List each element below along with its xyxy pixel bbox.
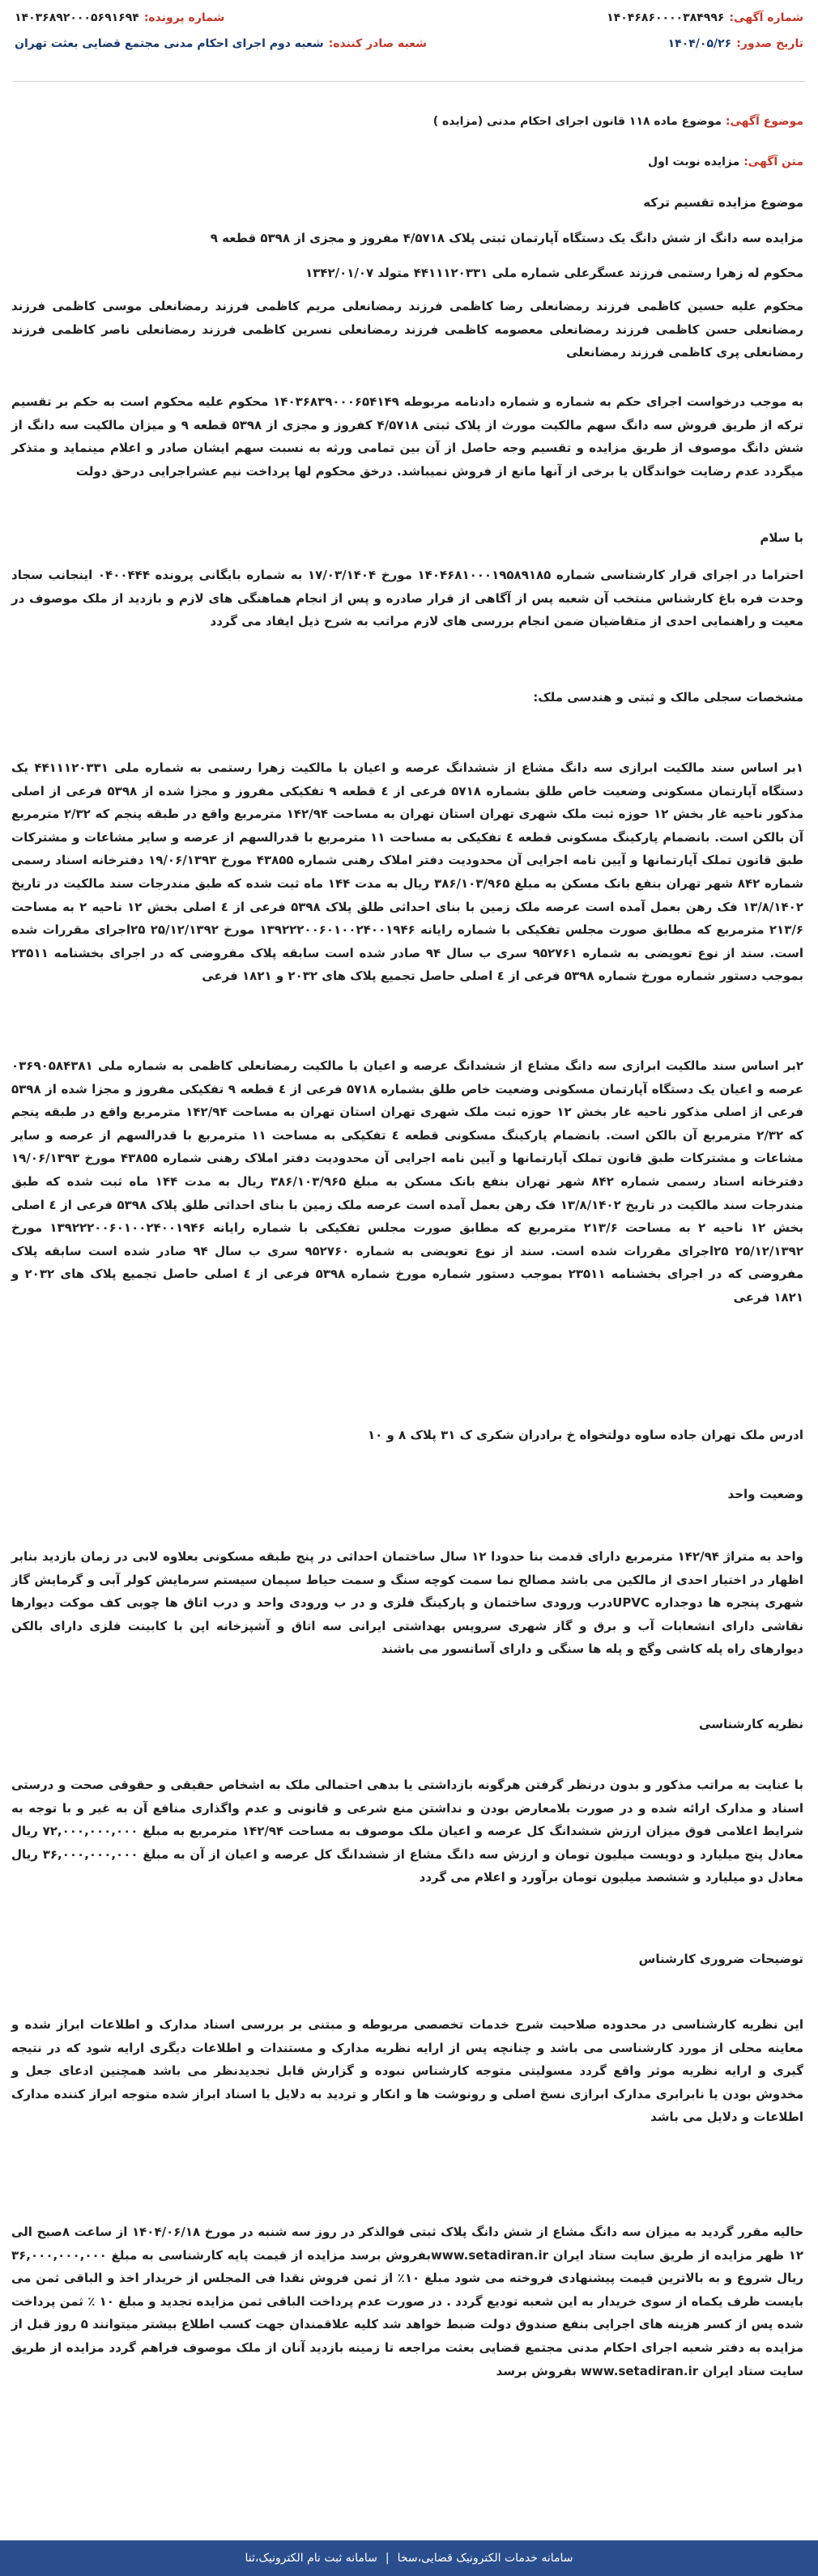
header-row-2 xyxy=(15,37,803,50)
issue-date xyxy=(668,37,803,50)
ad-topic-label: موضوع آگهی: xyxy=(725,115,803,128)
auction-subject: موضوع مزایده تقسیم ترکه xyxy=(643,195,803,210)
issuing-branch-label: شعبه صادر کننده: xyxy=(328,37,427,50)
issue-date-label: تاریخ صدور: xyxy=(736,37,803,50)
judgment-creditor: محکوم له زهرا رستمی فرزند عسگرعلی شماره ملی ۴۴۱۱۱۲۰۳۳۱ متولد ۱۳۴۲/۰۱/۰۷ xyxy=(305,266,803,280)
issuing-branch xyxy=(15,37,427,50)
issuing-branch-value: شعبه دوم اجرای احکام مدنی مجتمع قضایی بعثت تهران xyxy=(15,37,324,50)
ad-topic xyxy=(15,110,803,133)
case-number xyxy=(15,11,224,24)
section-heading-expert-opinion: نظریه کارشناسی xyxy=(699,1717,803,1731)
expert-intro: احتراما در اجرای قرار کارشناسی شماره ۱۴۰۴۶۸۱۰۰۰۱۹۵۸۹۱۸۵ مورخ ۱۷/۰۳/۱۴۰۴ به شماره بایگانی پرونده ۰۴۰۰۴۴۴ اینجانب سجاد وحدت فره باغ کارشناس منتخب آن شعبه پس از آگاهی از قرار صادره و پس از انجام هماهنگی های لازم و بازدید از ملک موصوف در معیت و راهنمایی احدی از متقاضیان ضمن انجام بررسی های لازم مراتب به شرح ذیل ایفاد می گردد xyxy=(11,568,804,629)
ad-number-label: شماره آگهی: xyxy=(729,11,803,24)
header-row-1 xyxy=(15,11,803,24)
section-heading-registry: مشخصات سجلی مالک و ثبتی و هندسی ملک: xyxy=(533,690,803,705)
issue-date-value: ۱۴۰۴/۰۵/۲۶ xyxy=(667,37,732,50)
ad-topic-value: موضوع ماده ۱۱۸ قانون اجرای احکام مدنی (مزایده ) xyxy=(432,115,722,128)
greeting: با سلام xyxy=(760,530,803,545)
auction-description: مزایده سه دانگ از شش دانگ یک دستگاه آپارتمان ثبتی پلاک ۴/۵۷۱۸ مفروز و مجزی از ۵۳۹۸ قطعه ۹ xyxy=(210,231,803,245)
property-address: ادرس ملک تهران جاده ساوه دولتخواه خ برادران شکری ک ۳۱ پلاک ۸ و ۱۰ xyxy=(367,1428,803,1442)
case-number-value: ۱۴۰۳۶۸۹۲۰۰۰۵۶۹۱۶۹۴ xyxy=(15,11,139,24)
ad-text-title xyxy=(15,151,803,173)
auction-terms: حالیه مقرر گردید به میزان سه دانگ مشاع از شش دانگ پلاک ثبتی فوالذکر در روز سه شنبه در مورخ ۱۴۰۴/۰۶/۱۸ از ساعت ۸صبح الی ۱۲ ظهر مزایده از طریق سایت ستاد ایران www.setadiran.irبفروش برسد مزایده از قیمت پایه کارشناسی به مبلغ ۳۶,۰۰۰,۰۰۰,۰۰۰ ریال شروع و به بالاترین قیمت پیشنهادی فروخته می شود مبلغ ۱۰٪ از ثمن فروش نقدا فی المجلس از خریدار اخذ و الباقی ثمن می بایست ظرف یکماه از سوی خریدار به این شعبه تودیع گردد . در صورت عدم پرداخت الباقی ثمن مزایده تجدید و مبلغ ۱۰ ٪ ثمن پرداخت شده پس از کسر هزینه های اجرایی بنفع صندوق دولت ضبط خواهد شد کلیه علاقمندان جهت کسب اطلاع بیشتر میتوانند ۵ روز قبل از مزایده به دفتر شعبه اجرای احکام مدنی مجتمع قضایی بعثت مراجعه تا زمینه بازدید آنان از ملک موصوف فراهم گردد مزایده از طریق سایت ستاد ایران www.setadiran.ir بفروش برسد xyxy=(11,2225,804,2378)
ad-number xyxy=(607,11,803,24)
deed-description-1: ۱بر اساس سند مالکیت ابرازی سه دانگ مشاع از ششدانگ عرصه و اعیان با مالکیت زهرا رستمی به شماره ملی ۴۴۱۱۱۲۰۳۳۱ یک دستگاه آپارتمان مسکونی وضعیت خاص طلق بشماره ۵۷۱۸ فرعی از ٤ قطعه ۹ تفکیکی مفروز و مجزا شده از ۵۳۹۸ فرعی از اصلی مذکور ناحیه غار بخش ۱۲ حوزه ثبت ملک شهری تهران استان تهران به مساحت ۱۴۲/۹۴ مترمربع واقع در طبقه پنجم که ۲/۳۲ مترمربع آن بالکن است. بانضمام پارکینگ مسکونی قطعه ٤ تفکیکی به مساحت ۱۱ مترمربع با قدرالسهم از عرصه و سایر مشاعات و مشترکات طبق قانون تملک آپارتمانها و آیین نامه اجرایی آن محدودیت دفتر املاک رهنی شماره ۴۳۸۵۵ مورخ ۱۹/۰۶/۱۳۹۳ دفترخانه اسناد رسمی شماره ۸۴۲ شهر تهران بنفع بانک مسکن به مبلغ ۳۸۶/۱۰۳/۹۶۵ ریال به مدت ۱۴۴ ماه ثبت شده که طبق مندرجات سند مالکیت در تاریخ ۱۳/۸/۱۴۰۲ فک رهن بعمل آمده است عرصه ملک زمین با بنای احداثی طلق پلاک ۵۳۹۸ فرعی از ٤ اصلی بخش ۱۲ ناحیه ۲ به مساحت ۲۱۳/۶ مترمربع که مطابق صورت مجلس تفکیکی با شماره رایانه ۱۳۹۲۲۲۰۰۶۰۱۰۰۲۴۰۰۱۹۴۶ مورخ ۲۵/۱۲/۱۳۹۲ ۲۵اجرای مقررات شده است. سند از نوع تعویضی به شماره ۹۵۲۷۶۱ سری ب سال ۹۴ صادر شده است سابقه پلاک مفروضی که در اجرای بخشنامه ۲۳۵۱۱ بموجب دستور شماره مورخ شماره ۵۳۹۸ فرعی از ٤ اصلی حاصل تجمیع پلاک های ۲۰۳۲ و ۱۸۲۱ فرعی xyxy=(11,760,804,984)
section-heading-expert-notes: توضیحات ضروری کارشناس xyxy=(638,1952,803,1966)
judgment-debtors: محکوم علیه حسین کاظمی فرزند رمضانعلی رضا کاظمی فرزند رمضانعلی مریم کاظمی فرزند رمضانعلی موسی کاظمی فرزند رمضانعلی حسن کاظمی فرزند رمضانعلی معصومه کاظمی فرزند رمضانعلی نسرین کاظمی فرزند رمضانعلی ناصر کاظمی فرزند رمضانعلی پری کاظمی فرزند رمضانعلی xyxy=(11,299,803,360)
ad-number-value: ۱۴۰۴۶۸۶۰۰۰۰۳۸۴۹۹۶ xyxy=(607,11,725,24)
footer-link-sana[interactable]: سامانه ثبت نام الکترونیک،ثنا xyxy=(245,2552,377,2565)
ad-text-value: مزایده نوبت اول xyxy=(648,155,740,168)
header-divider xyxy=(13,81,805,82)
deed-description-2: ۲بر اساس سند مالکیت ابرازی سه دانگ مشاع از ششدانگ عرصه و اعیان با مالکیت رمضانعلی کاظمی به شماره ملی ۰۳۶۹۰۵۸۴۳۸۱ عرصه و اعیان یک دستگاه آپارتمان مسکونی وضعیت خاص طلق بشماره ۵۷۱۸ فرعی از ٤ قطعه ۹ تفکیکی مفروز و مجزا شده از ۵۳۹۸ فرعی از اصلی مذکور ناحیه غار بخش ۱۲ حوزه ثبت ملک شهری تهران استان تهران به مساحت ۱۴۲/۹۴ مترمربع واقع در طبقه پنجم که ۲/۳۲ مترمربع آن بالکن است. بانضمام پارکینگ مسکونی قطعه ٤ تفکیکی به مساحت ۱۱ مترمربع با قدرالسهم از عرصه و سایر مشاعات و مشترکات طبق قانون تملک آپارتمانها و آیین نامه اجرایی آن محدودیت دفتر املاک رهنی شماره ۴۳۸۵۵ مورخ ۱۹/۰۶/۱۳۹۳ دفترخانه اسناد رسمی شماره ۸۴۲ شهر تهران بنفع بانک مسکن به مبلغ ۳۸۶/۱۰۳/۹۶۵ ریال به مدت ۱۴۴ ماه ثبت شده که طبق مندرجات سند مالکیت در تاریخ ۱۳/۸/۱۴۰۲ فک رهن بعمل آمده است عرصه ملک زمین با بنای احداثی طلق پلاک ۵۳۹۸ فرعی از ٤ اصلی بخش ۱۲ ناحیه ۲ به مساحت ۲۱۳/۶ مترمربع که مطابق صورت مجلس تفکیکی با شماره رایانه ۱۳۹۲۲۲۰۰۶۰۱۰۰۲۴۰۰۱۹۴۶ مورخ ۲۵/۱۲/۱۳۹۲ ۲۵اجرای مقررات شده است. سند از نوع تعویضی به شماره ۹۵۲۷۶۰ سری ب سال ۹۴ صادر شده است سابقه پلاک مفروضی که در اجرای بخشنامه ۲۳۵۱۱ بموجب دستور شماره مورخ شماره ۵۳۹۸ فرعی از ٤ اصلی حاصل تجمیع پلاک های ۲۰۳۲ و ۱۸۲۱ فرعی xyxy=(11,1058,804,1305)
execution-request: به موجب درخواست اجرای حکم به شماره و شماره دادنامه مربوطه ۱۴۰۳۶۸۳۹۰۰۰۶۵۴۱۴۹ محکوم علیه محکوم است به حکم بر تقسیم ترکه از طریق فروش سه دانگ سهم مالکیت مورث از پلاک ثبتی ۴/۵۷۱۸ کفروز و مجزی از ۵۳۹۸ قطعه ۹ و میزان مالکیت سه دانگ از شش دانگ موصوف از طریق مزایده و تقسیم وجه حاصل از آن بین تمامی ورثه به نسبت سهم ایشان صادر و اعلام مینماید و متذکر میگردد عدم رضایت خواندگان یا برخی از آنها مانع از فروش نمیباشد. درخق محکوم لها پرداخت نیم عشراجرایی درحق دولت xyxy=(11,394,804,479)
section-heading-unit-status: وضعیت واحد xyxy=(727,1487,803,1501)
ad-text-label: متن آگهی: xyxy=(743,155,803,168)
footer-link-sakha[interactable]: سامانه خدمات الکترونیک قضایی،سخا xyxy=(397,2552,573,2565)
footer-divider: | xyxy=(385,2552,390,2565)
case-number-label: شماره پرونده: xyxy=(143,11,225,24)
footer-bar xyxy=(0,2540,818,2576)
expert-notes-text: این نظریه کارشناسی در محدوده صلاحیت شرح خدمات تخصصی مربوطه و مبتنی بر بررسی اسناد مدارک و اطلاعات ابراز شده و معاینه محلی از مورد کارشناسی می باشد و چنانچه پس از ارایه نظریه مدارک و مستندات و اطلاعات دیگری ارایه شود که در نتیجه گیری و ارایه نظریه موثر واقع گردد مسولیتی متوجه کارشناس نبوده و گزارش قابل تجدیدنظر می باشد همچنین ادعای جعل و مخدوش بودن یا نابرابری مدارک ابرازی نسخ اصلی و رونوشت ها و انکار و تردید به دلایل یا اسناد ابراز شده متوجه ابراز کننده مدارک اطلاعات و دلایل می باشد xyxy=(11,2017,803,2125)
unit-status-text: واحد به متراژ ۱۴۲/۹۴ مترمربع دارای قدمت بنا حدودا ۱۲ سال ساختمان احداثی در پنج طبقه مسکونی بعلاوه لابی در زمان بازدید بنابر اظهار در اختیار احدی از مالکین می باشد مصالح نما سمت کوچه سنگ و سمت حیاط سیمان سیستم سرمایش کولر آبی و گرمایش گاز شهری پنجره ها دوجداره UPVCدرب ورودی ساختمان و پارکینگ فلزی و در ب ورودی واحد و درب اتاق ها چوبی کف موکت دیوارها نقاشی دارای انشعابات آب و برق و گاز شهری سرویس بهداشتی ایرانی سه اتاق و آشپزخانه اپن با کابینت فلزی دارای بالکن دیوارهای راه پله کاشی وگچ و پله ها سنگی و دارای آسانسور می باشند xyxy=(11,1549,803,1657)
expert-opinion-text: با عنایت به مراتب مذکور و بدون درنظر گرفتن هرگونه بازداشتی یا بدهی احتمالی ملک به اشخاص حقیقی و حقوقی صحت و درستی اسناد و مدارک ارائه شده و در صورت بلامعارض بودن و نداشتن منع شرعی و قانونی و عدم واگذاری منافع آن به غیر و با توجه به شرایط اعلامی فوق میزان ارزش ششدانگ کل عرصه و اعیان ملک موصوف به مساحت ۱۴۲/۹۴ مترمربع به مبلغ ۷۲,۰۰۰,۰۰۰,۰۰۰ ریال معادل پنج میلیارد و دویست میلیون تومان و ارزش سه دانگ مشاع از ششدانگ کل عرصه و اعیان از آن به مبلغ ۳۶,۰۰۰,۰۰۰,۰۰۰ ریال معادل دو میلیارد و ششصد میلیون تومان برآورد و اعلام می گردد xyxy=(11,1778,804,1885)
